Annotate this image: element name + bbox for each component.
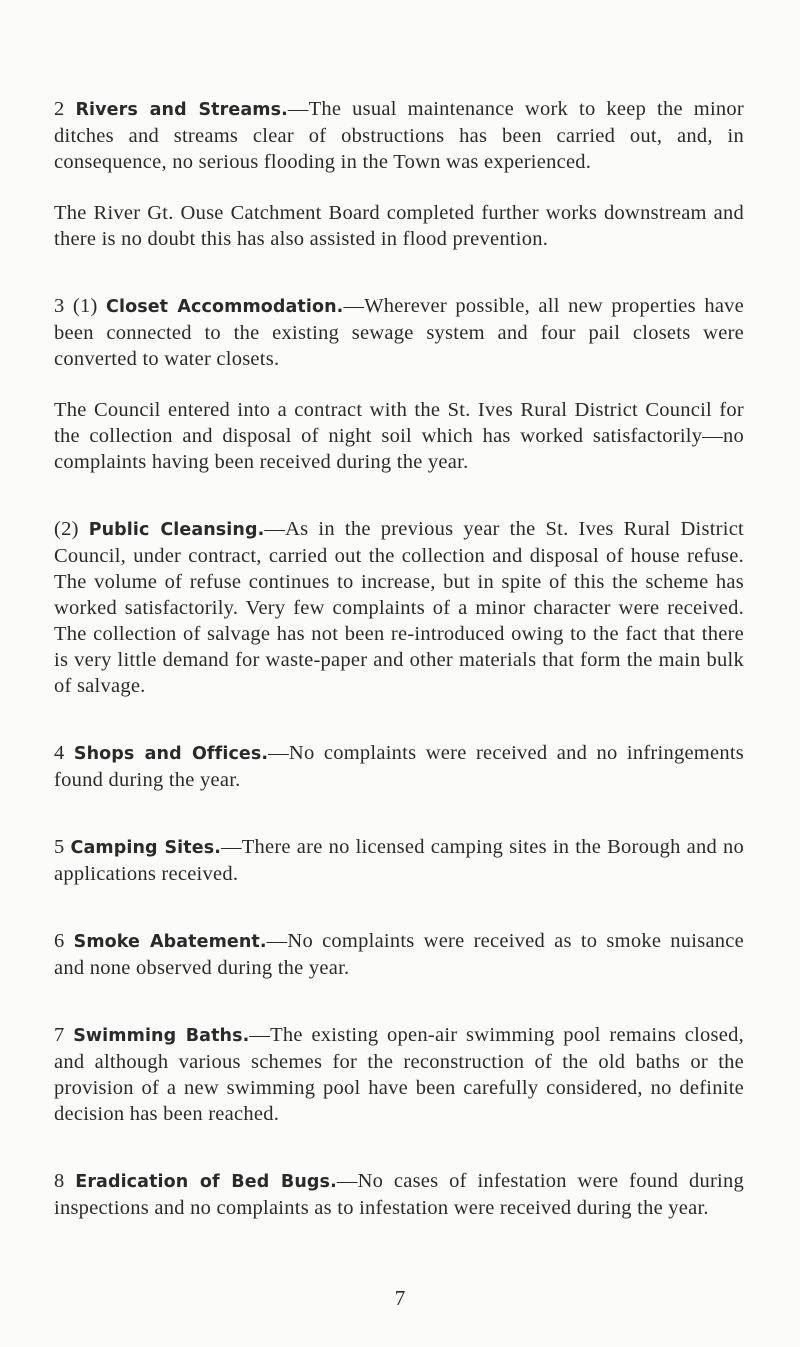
section-7-paragraph-1 [54,1022,744,1127]
dash: — [268,742,289,764]
section-5-heading: Camping Sites. [70,838,221,858]
section-7-heading: Swimming Baths. [73,1026,250,1046]
section-3-2-number: (2) [54,518,79,540]
section-3-1-number: 3 (1) [54,295,98,317]
section-3-2-paragraph-1 [54,516,744,699]
section-4-paragraph-1 [54,740,744,793]
dash: — [266,930,288,952]
section-4-number: 4 [54,742,65,764]
page-number: 7 [394,1286,406,1310]
section-6-text-1: No complaints were received as to smoke nuisance and none observed during the year. [54,930,745,979]
section-3-2-text-1: As in the previous year the St. Ives Rural District Council, under contract, carried out the collection and disposal of house refuse. The volume of refuse continues to increase, but in spite of this the scheme has worked satisfactorily. Very few complaints of a minor character were received. The collection of salvage has not been re-introduced owing to the fact that there is very little demand for waste-paper and other materials that form the main bulk of salvage. [54,518,744,697]
section-5-number: 5 [54,836,65,858]
section-8-paragraph-1 [54,1168,744,1221]
section-3-1-heading: Closet Accommodation. [106,297,344,317]
document-page [54,96,744,1221]
section-2-text-1: The usual maintenance work to keep the minor ditches and streams clear of obstructions has been carried out, and, in consequence, no serious flooding in the Town was experienced. [54,98,744,173]
section-8-heading: Eradication of Bed Bugs. [75,1172,337,1192]
section-4-text-1: No complaints were received and no infringements found during the year. [54,742,745,791]
section-3-1-text-1: Wherever possible, all new properties have been connected to the existing sewage system and four pail closets were converted to water closets. [54,295,745,370]
section-2-paragraph-1 [54,96,744,175]
section-6-number: 6 [54,930,65,952]
dash: — [220,836,242,858]
dash: — [264,518,286,540]
section-4-heading: Shops and Offices. [73,744,269,764]
section-2-number: 2 [54,98,65,120]
dash: — [249,1024,271,1046]
section-6-paragraph-1 [54,928,744,981]
section-3-2-heading: Public Cleansing. [88,520,265,540]
section-6-heading: Smoke Abatement. [73,932,267,952]
dash: — [343,295,365,317]
section-7-number: 7 [54,1024,65,1046]
section-7-text-1: The existing open-air swimming pool remains closed, and although various schemes for the reconstruction of the old baths or the provision of a new swimming pool have been carefully considered, no definite decision has been reached. [54,1024,745,1125]
section-5-text-1: There are no licensed camping sites in the Borough and no applications received. [54,836,744,885]
section-2-paragraph-2: The River Gt. Ouse Catchment Board completed further works downstream and there is no doubt this has also assisted in flood prevention. [54,202,744,250]
section-8-number: 8 [54,1170,65,1192]
dash: — [336,1170,358,1192]
section-3-1-paragraph-2: The Council entered into a contract with the St. Ives Rural District Council for the collection and disposal of night soil which has worked satisfactorily—no complaints having been received during the year. [54,399,744,473]
dash: — [287,98,309,120]
section-3-1-paragraph-1 [54,293,744,372]
section-8-text-1: No cases of infestation were found during inspections and no complaints as to infestation were received during the year. [54,1170,744,1219]
section-5-paragraph-1 [54,834,744,887]
section-2-heading: Rivers and Streams. [75,100,288,120]
